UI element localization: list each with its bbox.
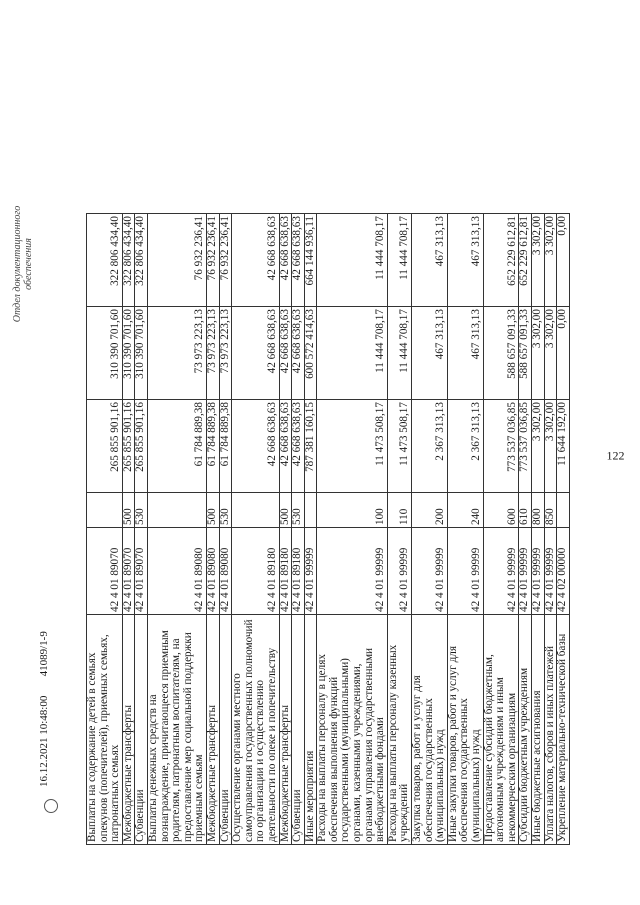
table-row <box>206 214 219 845</box>
row-value-2022: 467 313,13 <box>412 307 448 400</box>
row-code: 42 4 01 99999 <box>447 528 483 615</box>
row-value-2023: 76 932 236,41 <box>219 214 232 307</box>
row-value-2023: 322 806 434,40 <box>135 214 148 307</box>
row-vr: 600 <box>483 493 519 528</box>
row-name: Субвенции <box>135 615 148 845</box>
row-vr: 610 <box>519 493 532 528</box>
row-code: 42 4 01 89070 <box>122 528 135 615</box>
table-row <box>317 214 388 845</box>
circle-mark-icon <box>44 799 58 813</box>
row-vr <box>557 493 570 528</box>
row-code: 42 4 01 99999 <box>483 528 519 615</box>
row-name: Субвенции <box>219 615 232 845</box>
row-code: 42 4 01 89080 <box>147 528 206 615</box>
row-value-2022: 73 973 223,13 <box>219 307 232 400</box>
row-vr: 530 <box>135 493 148 528</box>
table-body <box>87 214 570 845</box>
table-row <box>412 214 448 845</box>
row-code: 42 4 01 99999 <box>304 528 317 615</box>
row-value-2021: 61 784 889,38 <box>147 400 206 493</box>
row-value-2022: 73 973 223,13 <box>206 307 219 400</box>
table-row <box>292 214 305 845</box>
table-row <box>531 214 544 845</box>
row-value-2021: 3 302,00 <box>544 400 557 493</box>
row-value-2023: 42 668 638,63 <box>292 214 305 307</box>
row-code: 42 4 01 89180 <box>232 528 279 615</box>
table-row <box>147 214 206 845</box>
row-value-2021: 773 537 036,85 <box>519 400 532 493</box>
row-code: 42 4 01 89070 <box>135 528 148 615</box>
row-code: 42 4 02 00000 <box>557 528 570 615</box>
row-value-2023: 664 144 936,11 <box>304 214 317 307</box>
row-vr <box>304 493 317 528</box>
row-code: 42 4 01 99999 <box>531 528 544 615</box>
row-value-2021: 2 367 313,13 <box>412 400 448 493</box>
row-name: Субвенции <box>292 615 305 845</box>
row-value-2021: 42 668 638,63 <box>292 400 305 493</box>
row-value-2021: 3 302,00 <box>531 400 544 493</box>
table-row <box>87 214 123 845</box>
table-row <box>387 214 411 845</box>
row-vr: 530 <box>292 493 305 528</box>
row-value-2023: 42 668 638,63 <box>232 214 279 307</box>
row-value-2023: 652 229 612,81 <box>519 214 532 307</box>
table-row <box>135 214 148 845</box>
row-value-2023: 467 313,13 <box>447 214 483 307</box>
row-vr: 850 <box>544 493 557 528</box>
table-row <box>219 214 232 845</box>
row-value-2021: 265 855 901,16 <box>122 400 135 493</box>
row-value-2022: 310 390 701,60 <box>135 307 148 400</box>
row-name: Межбюджетные трансферты <box>122 615 135 845</box>
row-value-2022: 310 390 701,60 <box>122 307 135 400</box>
row-value-2022: 3 302,00 <box>544 307 557 400</box>
row-value-2023: 11 444 708,17 <box>317 214 388 307</box>
table-row <box>483 214 519 845</box>
row-value-2021: 42 668 638,63 <box>279 400 292 493</box>
row-name: Выплаты денежных средств на вознаграждение, причитающееся приемным родителям, патронатным воспитателям, на предоставление мер социальной поддержки приемным семьям <box>147 615 206 845</box>
row-name: Иные мероприятия <box>304 615 317 845</box>
row-code: 42 4 01 99999 <box>317 528 388 615</box>
row-name: Расходы на выплаты персоналу в целях обеспечения выполнения функций государственными (муниципальными) органами, казенными учреждениями, органами управления государственными внебюджетными фондами <box>317 615 388 845</box>
row-vr <box>147 493 206 528</box>
row-value-2022: 73 973 223,13 <box>147 307 206 400</box>
row-value-2023: 322 806 434,40 <box>122 214 135 307</box>
row-vr: 240 <box>447 493 483 528</box>
table-row <box>544 214 557 845</box>
row-name: Расходы на выплаты персоналу казенных учреждений <box>387 615 411 845</box>
row-vr: 500 <box>279 493 292 528</box>
table-row <box>447 214 483 845</box>
row-value-2022: 11 444 708,17 <box>317 307 388 400</box>
row-name: Закупка товаров, работ и услуг для обеспечения государственных (муниципальных) нужд <box>412 615 448 845</box>
row-value-2021: 787 381 160,15 <box>304 400 317 493</box>
row-vr: 200 <box>412 493 448 528</box>
footer-datetime: 16.12.2021 10:48:00 <box>38 695 50 787</box>
budget-table <box>86 213 570 845</box>
row-value-2021: 2 367 313,13 <box>447 400 483 493</box>
row-value-2022: 467 313,13 <box>447 307 483 400</box>
row-vr: 500 <box>206 493 219 528</box>
row-name: Межбюджетные трансферты <box>279 615 292 845</box>
row-name: Субсидии бюджетным учреждениям <box>519 615 532 845</box>
row-value-2022: 42 668 638,63 <box>279 307 292 400</box>
row-value-2023: 76 932 236,41 <box>206 214 219 307</box>
row-vr: 530 <box>219 493 232 528</box>
row-value-2022: 42 668 638,63 <box>232 307 279 400</box>
row-value-2023: 0,00 <box>557 214 570 307</box>
row-vr: 110 <box>387 493 411 528</box>
row-value-2021: 265 855 901,16 <box>135 400 148 493</box>
table-row <box>122 214 135 845</box>
table-row <box>557 214 570 845</box>
row-value-2021: 773 537 036,85 <box>483 400 519 493</box>
footer-doc-id: 41089/1-9 <box>38 631 50 677</box>
row-name: Иные бюджетные ассигнования <box>531 615 544 845</box>
row-code: 42 4 01 89070 <box>87 528 123 615</box>
page-number: 122 <box>606 448 625 463</box>
row-value-2022: 600 572 414,63 <box>304 307 317 400</box>
row-name: Осуществление органами местного самоуправления государственных полномочий по организации и осуществлению деятельности по опеке и попечительству <box>232 615 279 845</box>
row-vr: 100 <box>317 493 388 528</box>
row-value-2021: 61 784 889,38 <box>219 400 232 493</box>
row-name: Межбюджетные трансферты <box>206 615 219 845</box>
footer-left <box>38 631 50 787</box>
row-value-2022: 310 390 701,60 <box>87 307 123 400</box>
row-value-2023: 42 668 638,63 <box>279 214 292 307</box>
row-value-2021: 61 784 889,38 <box>206 400 219 493</box>
row-code: 42 4 01 89180 <box>279 528 292 615</box>
row-value-2022: 3 302,00 <box>531 307 544 400</box>
row-value-2022: 11 444 708,17 <box>387 307 411 400</box>
row-value-2021: 11 473 508,17 <box>387 400 411 493</box>
row-code: 42 4 01 99999 <box>519 528 532 615</box>
department-stamp: Отдел документационного обеспечения <box>12 205 34 323</box>
row-name: Иные закупки товаров, работ и услуг для обеспечения государственных (муниципальных) нужд <box>447 615 483 845</box>
row-code: 42 4 01 99999 <box>387 528 411 615</box>
row-name: Укрепление материально-технической базы <box>557 615 570 845</box>
row-code: 42 4 01 99999 <box>412 528 448 615</box>
row-value-2022: 42 668 638,63 <box>292 307 305 400</box>
row-code: 42 4 01 99999 <box>544 528 557 615</box>
table-row <box>279 214 292 845</box>
row-name: Уплата налогов, сборов и иных платежей <box>544 615 557 845</box>
row-value-2021: 265 855 901,16 <box>87 400 123 493</box>
row-value-2023: 652 229 612,81 <box>483 214 519 307</box>
row-value-2023: 3 302,00 <box>544 214 557 307</box>
row-code: 42 4 01 89080 <box>219 528 232 615</box>
row-value-2023: 76 932 236,41 <box>147 214 206 307</box>
row-name: Предоставление субсидий бюджетным, автономным учреждениям и иным некоммерческим организациям <box>483 615 519 845</box>
row-vr: 800 <box>531 493 544 528</box>
row-vr <box>87 493 123 528</box>
row-value-2021: 42 668 638,63 <box>232 400 279 493</box>
row-vr: 500 <box>122 493 135 528</box>
row-code: 42 4 01 89080 <box>206 528 219 615</box>
row-value-2021: 11 644 192,00 <box>557 400 570 493</box>
row-name: Выплаты на содержание детей в семьях опекунов (попечителей), приемных семьях, патронатных семьях <box>87 615 123 845</box>
row-value-2023: 11 444 708,17 <box>387 214 411 307</box>
row-value-2023: 467 313,13 <box>412 214 448 307</box>
row-value-2022: 588 657 091,33 <box>483 307 519 400</box>
table-row <box>519 214 532 845</box>
row-value-2021: 11 473 508,17 <box>317 400 388 493</box>
row-value-2023: 3 302,00 <box>531 214 544 307</box>
table-row <box>232 214 279 845</box>
table-row <box>304 214 317 845</box>
row-value-2022: 588 657 091,33 <box>519 307 532 400</box>
row-value-2022: 0,00 <box>557 307 570 400</box>
row-vr <box>232 493 279 528</box>
row-value-2023: 322 806 434,40 <box>87 214 123 307</box>
row-code: 42 4 01 89180 <box>292 528 305 615</box>
